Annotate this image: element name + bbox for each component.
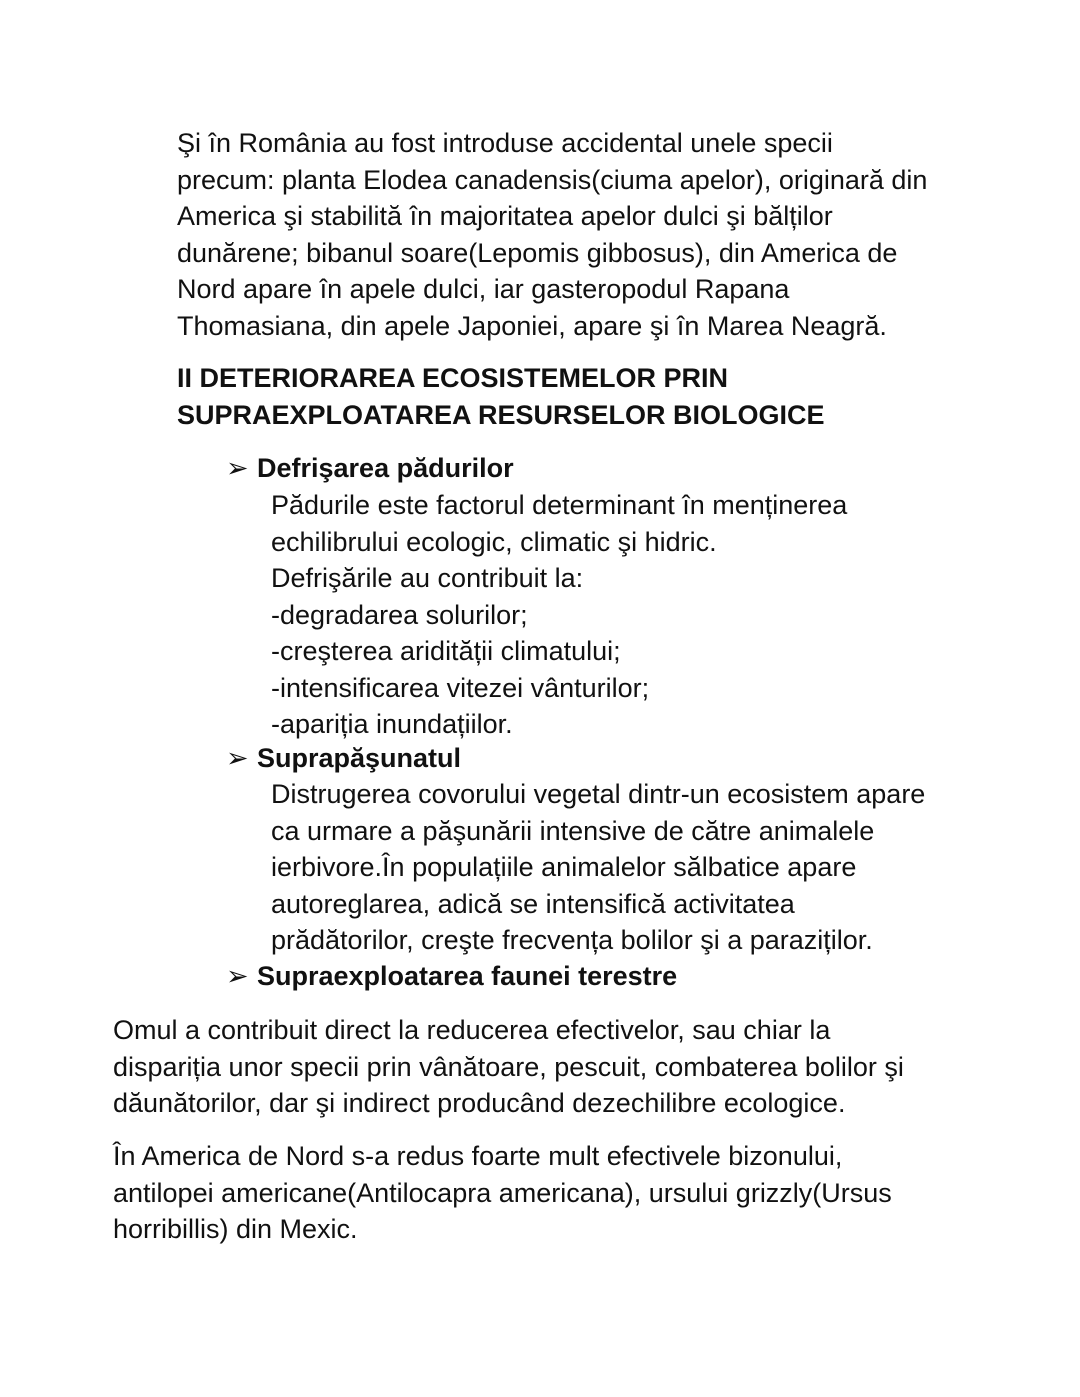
arrow-bullet-icon: ➢: [226, 961, 249, 991]
text-line: Defrişările au contribuit la:: [271, 563, 584, 593]
deforestation-text: [271, 487, 847, 743]
text-line: Omul a contribuit direct la reducerea efectivelor, sau chiar la: [113, 1015, 831, 1045]
bullet-deforestation: [226, 450, 514, 487]
section-heading: [177, 360, 825, 433]
heading-line: II DETERIORAREA ECOSISTEMELOR PRIN: [177, 363, 729, 393]
text-line: În America de Nord s-a redus foarte mult efectivele bizonului,: [113, 1141, 843, 1171]
text-line: dăunătorilor, dar şi indirect producând dezechilibre ecologice.: [113, 1088, 846, 1118]
text-line: ca urmare a păşunării intensive de către animalele: [271, 815, 875, 846]
text-line: Pădurile este factorul determinant în menținerea: [271, 490, 848, 520]
closing-paragraph-2: [113, 1138, 892, 1248]
text-line: Thomasiana, din apele Japoniei, apare şi în Marea Neagră.: [177, 310, 887, 341]
text-line: antilopei americane(Antilocapra americana), ursului grizzly(Ursus: [113, 1177, 892, 1208]
text-line: Distrugerea covorului vegetal dintr-un ecosistem apare: [271, 779, 926, 809]
bullet-overexploitation: [226, 958, 677, 995]
text-line: autoreglarea, adică se intensifică activitatea: [271, 888, 795, 919]
text-line: -apariția inundațiilor.: [271, 709, 513, 739]
text-line: -creşterea aridității climatului;: [271, 636, 621, 666]
intro-paragraph: [177, 125, 927, 344]
bullet-title: Defrişarea pădurilor: [257, 453, 514, 483]
text-line: America şi stabilită în majoritatea apelor dulci şi bălților: [177, 201, 833, 231]
text-line: horribillis) din Mexic.: [113, 1214, 358, 1244]
bullet-title: Suprapăşunatul: [257, 743, 462, 773]
text-line: prădătorilor, creşte frecvența bolilor şi a paraziților.: [271, 925, 873, 955]
text-line: -intensificarea vitezei vânturilor;: [271, 672, 650, 703]
text-line: dunărene; bibanul soare(Lepomis gibbosus), din America de: [177, 237, 898, 268]
heading-line: SUPRAEXPLOATAREA RESURSELOR BIOLOGICE: [177, 399, 825, 430]
closing-paragraph-1: [113, 1012, 904, 1122]
arrow-bullet-icon: ➢: [226, 743, 249, 773]
text-line: precum: planta Elodea canadensis(ciuma apelor), originară din: [177, 164, 928, 195]
text-line: dispariția unor specii prin vânătoare, pescuit, combaterea bolilor şi: [113, 1051, 904, 1082]
text-line: Nord apare în apele dulci, iar gasteropodul Rapana: [177, 274, 790, 304]
text-line: ierbivore.În populațiile animalelor sălbatice apare: [271, 852, 857, 882]
text-line: -degradarea solurilor;: [271, 599, 528, 630]
bullet-title: Supraexploatarea faunei terestre: [257, 961, 678, 991]
text-line: echilibrului ecologic, climatic şi hidric.: [271, 526, 717, 557]
overgrazing-text: [271, 776, 925, 959]
arrow-bullet-icon: ➢: [226, 453, 249, 483]
text-line: Şi în România au fost introduse accidental unele specii: [177, 128, 833, 158]
bullet-overgrazing: [226, 740, 461, 777]
